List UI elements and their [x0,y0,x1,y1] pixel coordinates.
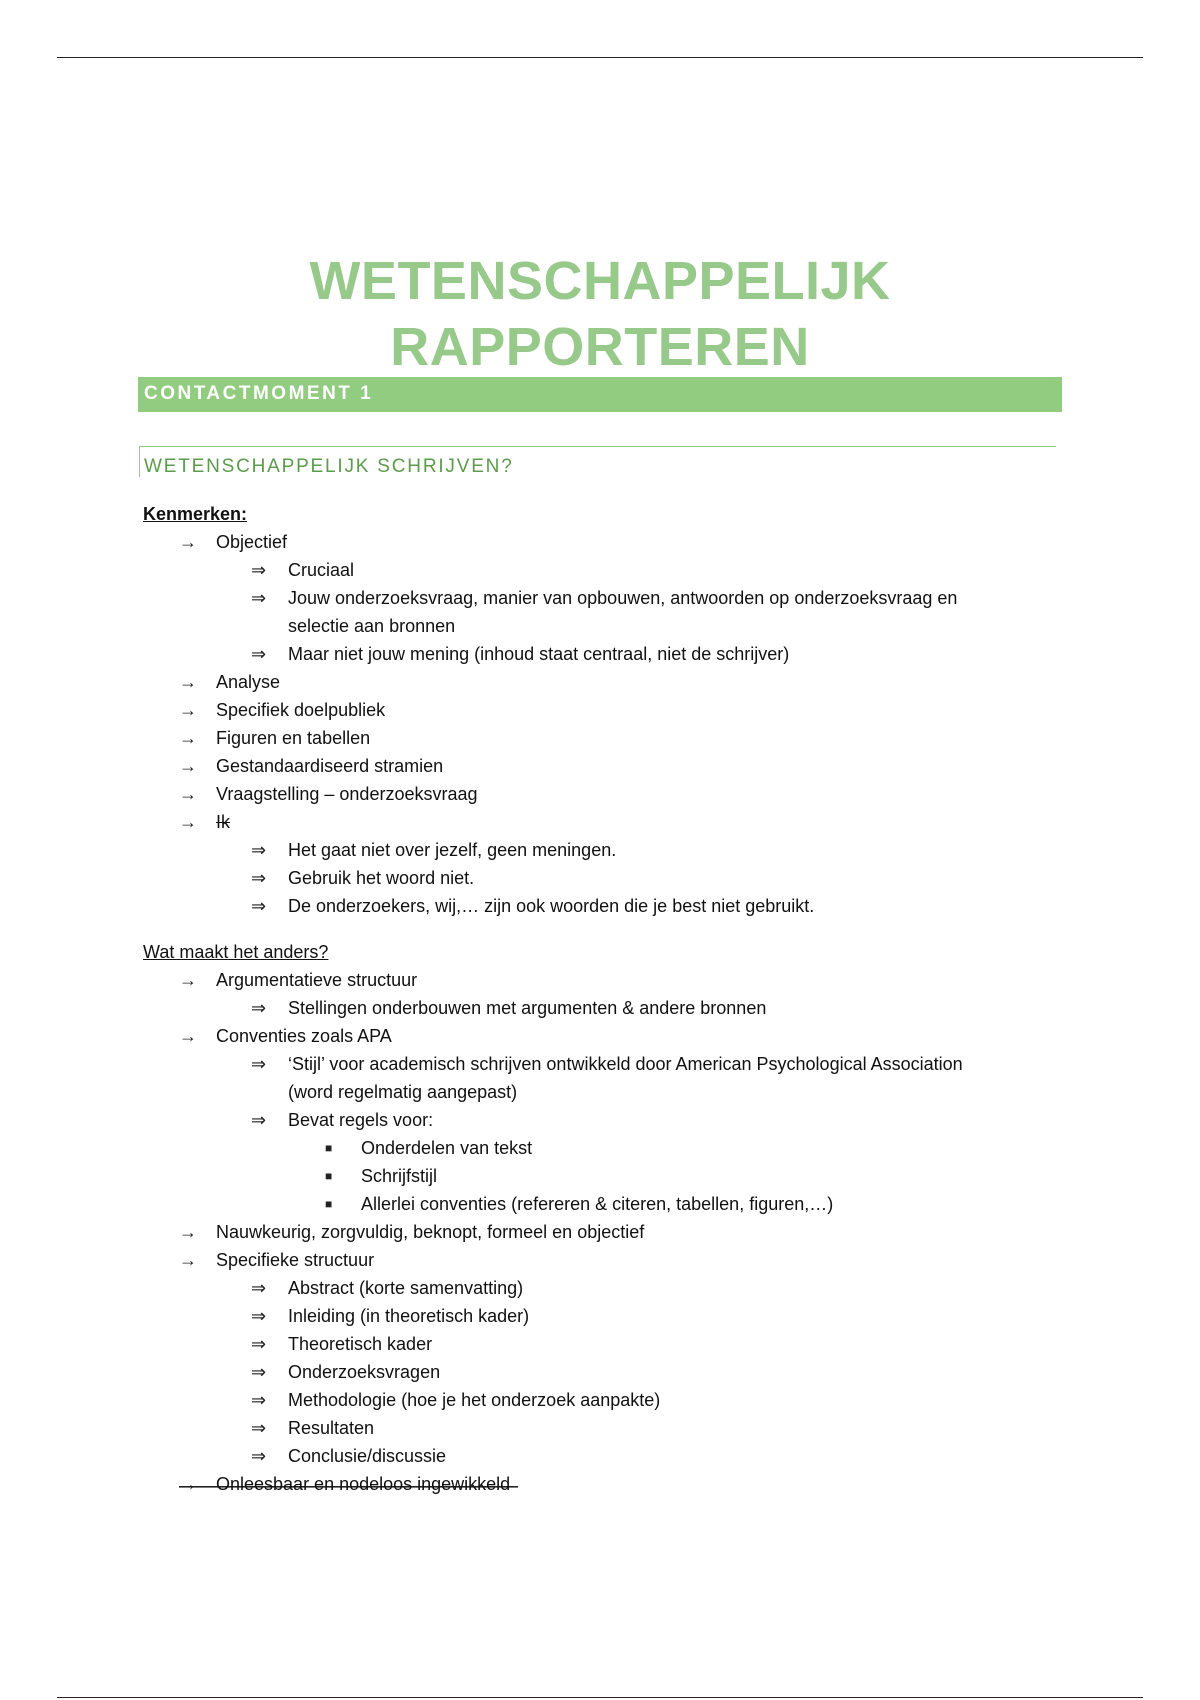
sub-list-item: ⇒ Cruciaal [143,556,1063,584]
double-arrow-icon: ⇒ [251,1362,267,1382]
double-arrow-icon: ⇒ [251,868,267,888]
double-arrow-icon: ⇒ [251,1446,267,1466]
list-item: → Objectief [143,528,1063,556]
sub-list-item: ⇒ Resultaten [143,1414,1063,1442]
section-heading: WETENSCHAPPELIJK SCHRIJVEN? [144,456,514,477]
sub-list-item-continuation: selectie aan bronnen [288,616,456,636]
struck-word: Ik [216,812,231,832]
double-arrow-icon: ⇒ [251,560,267,580]
bullet-item: ■ Onderdelen van tekst [143,1134,1063,1162]
double-arrow-icon: ⇒ [251,1278,267,1298]
document-body [143,500,1063,1498]
double-arrow-icon: ⇒ [251,840,267,860]
double-arrow-icon: ⇒ [251,1306,267,1326]
title-line-1: WETENSCHAPPELIJK [309,251,891,312]
arrow-icon: → [179,1474,197,1494]
arrow-icon: → [179,532,197,552]
bullet-item: ■ Allerlei conventies (refereren & citeren, tabellen, figuren,…) [143,1190,1063,1218]
list-item: → Figuren en tabellen [143,724,1063,752]
sub-list-item: ⇒ Onderzoeksvragen [143,1358,1063,1386]
sub-list-item: ⇒ Conclusie/discussie [143,1442,1063,1470]
sub-list-item: ⇒ Stellingen onderbouwen met argumenten & andere bronnen [143,994,1063,1022]
document-title [0,248,1200,380]
struck-list-item: → Onleesbaar en nodeloos ingewikkeld [143,1470,518,1498]
square-bullet-icon: ■ [325,1197,333,1211]
sub-list-item-continuation: (word regelmatig aangepast) [288,1082,518,1102]
anders-label: Wat maakt het anders? [143,942,329,962]
arrow-icon: → [179,700,197,720]
double-arrow-icon: ⇒ [251,896,267,916]
square-bullet-icon: ■ [325,1169,333,1183]
sub-list-item: ⇒ ‘Stijl’ voor academisch schrijven ontwikkeld door American Psychological Association [143,1050,1063,1078]
double-arrow-icon: ⇒ [251,1054,267,1074]
list-item: → Gestandaardiseerd stramien [143,752,1063,780]
double-arrow-icon: ⇒ [251,1334,267,1354]
arrow-icon: → [179,1222,197,1242]
sub-list-item: ⇒ De onderzoekers, wij,… zijn ook woorden die je best niet gebruikt. [143,892,1063,920]
contactmoment-heading: CONTACTMOMENT 1 [144,383,374,404]
list-item: → Analyse [143,668,1063,696]
list-item: → Nauwkeurig, zorgvuldig, beknopt, formeel en objectief [143,1218,1063,1246]
sub-list-item: ⇒ Het gaat niet over jezelf, geen meningen. [143,836,1063,864]
arrow-icon: → [179,970,197,990]
sub-list-item: ⇒ Methodologie (hoe je het onderzoek aanpakte) [143,1386,1063,1414]
list-item: → Specifieke structuur [143,1246,1063,1274]
header-rule [57,57,1143,58]
title-line-2: RAPPORTEREN [390,317,810,378]
list-item: → Vraagstelling – onderzoeksvraag [143,780,1063,808]
footer-rule [57,1697,1143,1698]
sub-list-item: ⇒ Inleiding (in theoretisch kader) [143,1302,1063,1330]
list-item: → Argumentatieve structuur [143,966,1063,994]
double-arrow-icon: ⇒ [251,1110,267,1130]
sub-list-item: ⇒ Theoretisch kader [143,1330,1063,1358]
sub-list-item: ⇒ Maar niet jouw mening (inhoud staat centraal, niet de schrijver) [143,640,1063,668]
double-arrow-icon: ⇒ [251,998,267,1018]
arrow-icon: → [179,728,197,748]
arrow-icon: → [179,1250,197,1270]
double-arrow-icon: ⇒ [251,1418,267,1438]
list-item: → Conventies zoals APA [143,1022,1063,1050]
square-bullet-icon: ■ [325,1141,333,1155]
double-arrow-icon: ⇒ [251,644,267,664]
sub-list-item: ⇒ Abstract (korte samenvatting) [143,1274,1063,1302]
list-item: → Specifiek doelpubliek [143,696,1063,724]
contactmoment-heading-bar [138,377,1062,412]
arrow-icon: → [179,812,197,832]
arrow-icon: → [179,672,197,692]
arrow-icon: → [179,784,197,804]
sub-list-item: ⇒ Jouw onderzoeksvraag, manier van opbouwen, antwoorden op onderzoeksvraag en [143,584,1063,612]
list-item [143,808,1063,836]
bullet-item: ■ Schrijfstijl [143,1162,1063,1190]
sub-list-item: ⇒ Gebruik het woord niet. [143,864,1063,892]
sub-list-item: ⇒ Bevat regels voor: [143,1106,1063,1134]
double-arrow-icon: ⇒ [251,1390,267,1410]
kenmerken-label: Kenmerken: [143,504,248,524]
arrow-icon: → [179,756,197,776]
double-arrow-icon: ⇒ [251,588,267,608]
section-heading-box [139,446,1056,477]
arrow-icon: → [179,1026,197,1046]
